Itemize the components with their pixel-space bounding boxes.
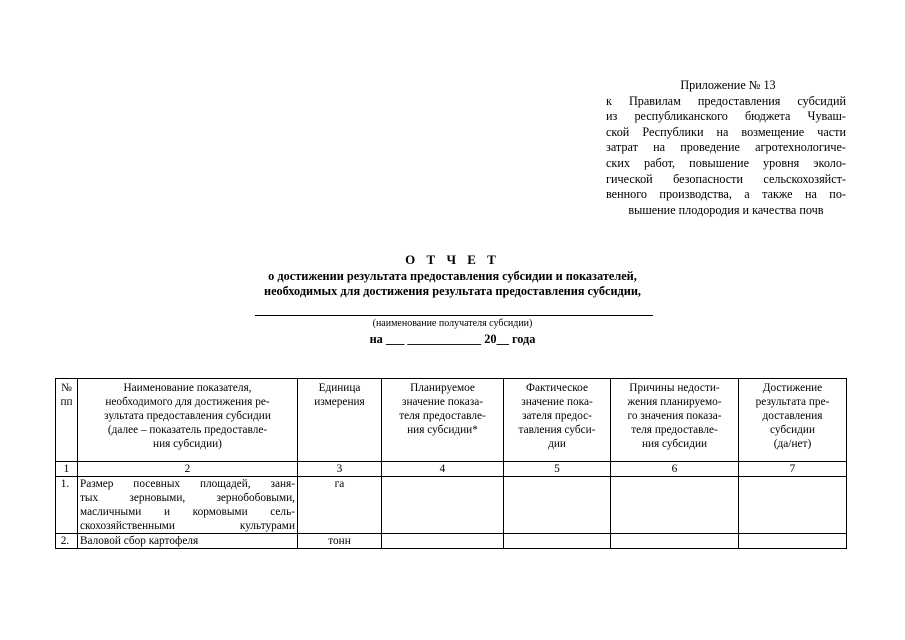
- header-cell-planned: Планируемое значение показа- теля предоставле- ния субсидии*: [382, 379, 504, 462]
- header-cell-achievement: Достижение результата пре- доставления субсидии (да/нет): [739, 379, 847, 462]
- appendix-line: затрат на проведение агротехнологиче-: [606, 140, 846, 155]
- header-cell-indicator-name: Наименование показателя, необходимого для достижения ре- зультата предоставления субсидии (далее – показатель предоставле- ния субсидии): [78, 379, 298, 462]
- appendix-block: [606, 78, 846, 218]
- column-number: 5: [504, 462, 611, 477]
- report-subtitle: [0, 269, 905, 300]
- actual-value-cell[interactable]: [504, 477, 611, 534]
- indicator-name-cell: Валовой сбор картофеля: [78, 534, 298, 549]
- reasons-cell[interactable]: [611, 534, 739, 549]
- recipient-caption: (наименование получателя субсидии): [372, 318, 533, 329]
- row-number: 1.: [56, 477, 78, 534]
- header-cell-number: № пп: [56, 379, 78, 462]
- header-cell-reasons: Причины недости- жения планируемо- го значения показа- теля предоставле- ния субсидии: [611, 379, 739, 462]
- planned-value-cell[interactable]: [382, 534, 504, 549]
- header-cell-actual: Фактическое значение пока- зателя предос- тавления субси- дии: [504, 379, 611, 462]
- subtitle-line-2: необходимых для достижения результата предоставления субсидии,: [263, 284, 641, 299]
- column-number: 7: [739, 462, 847, 477]
- column-number: 4: [382, 462, 504, 477]
- table-header-row: [56, 379, 847, 462]
- appendix-line: к Правилам предоставления субсидий: [606, 93, 846, 108]
- column-number-row: [56, 462, 847, 477]
- appendix-line: вышение плодородия и качества почв: [628, 202, 824, 217]
- appendix-line: ской Республики на возмещение части: [606, 124, 846, 139]
- appendix-line: ских работ, повышение уровня эколо-: [606, 155, 846, 170]
- report-table: [55, 378, 847, 549]
- appendix-line: гической безопасности сельскохозяйст-: [606, 171, 846, 186]
- appendix-line: венного производства, а также на по-: [606, 187, 846, 202]
- column-number: 3: [298, 462, 382, 477]
- table-row: [56, 534, 847, 549]
- report-title: О Т Ч Е Т: [405, 252, 500, 267]
- achievement-cell[interactable]: [739, 534, 847, 549]
- planned-value-cell[interactable]: [382, 477, 504, 534]
- header-cell-unit: Единица измерения: [298, 379, 382, 462]
- indicator-name-cell: Размер посевных площадей, заня- тых зерновыми, зернобобовыми, масличными и кормовыми сель- скохозяйственными культурами: [78, 477, 298, 534]
- reasons-cell[interactable]: [611, 477, 739, 534]
- report-period: на ___ ____________ 20__ года: [369, 332, 536, 346]
- unit-cell: га: [298, 477, 382, 534]
- actual-value-cell[interactable]: [504, 534, 611, 549]
- table-row: [56, 477, 847, 534]
- column-number: 1: [56, 462, 78, 477]
- recipient-name-line: [255, 315, 653, 316]
- row-number: 2.: [56, 534, 78, 549]
- appendix-title: Приложение № 13: [680, 78, 776, 92]
- unit-cell: тонн: [298, 534, 382, 549]
- subtitle-line-1: о достижении результата предоставления субсидии и показателей,: [268, 269, 637, 283]
- column-number: 2: [78, 462, 298, 477]
- column-number: 6: [611, 462, 739, 477]
- achievement-cell[interactable]: [739, 477, 847, 534]
- appendix-line: из республиканского бюджета Чуваш-: [606, 109, 846, 124]
